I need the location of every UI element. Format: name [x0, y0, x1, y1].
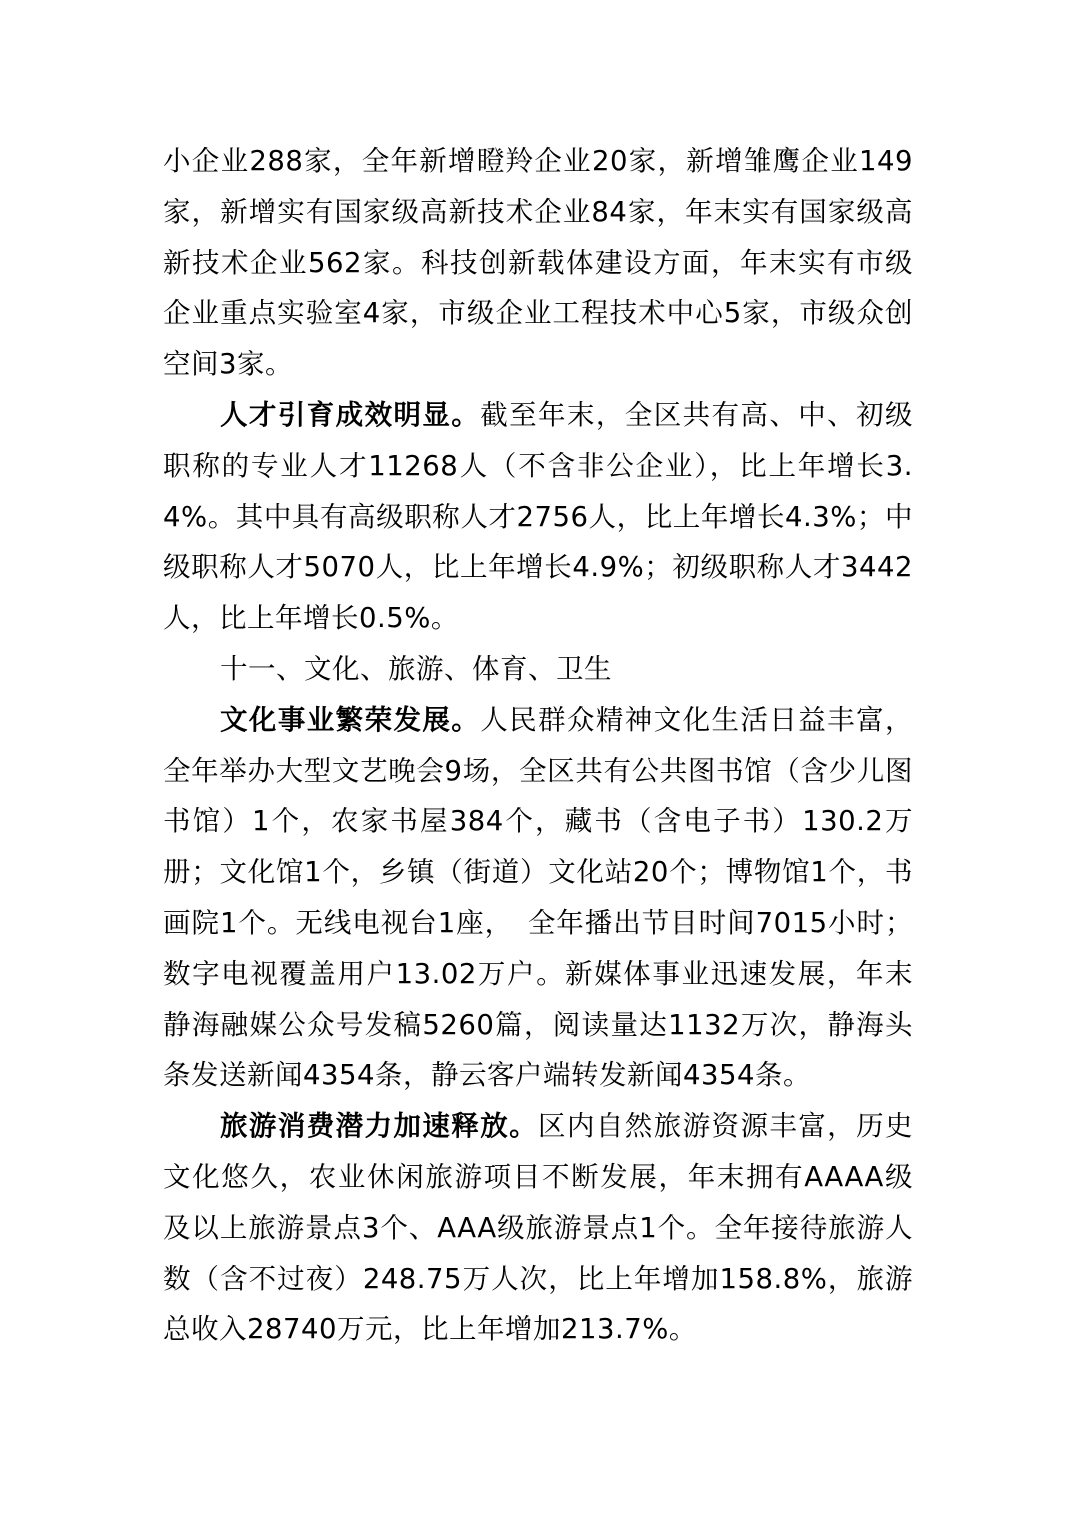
- paragraph-text: 小企业288家，全年新增瞪羚企业20家，新增雏鹰企业149家，新增实有国家级高新技术企业84家，年末实有国家级高新技术企业562家。科技创新载体建设方面，年末实有市级企业重点实验室4家，市级企业工程技术中心5家，市级众创空间3家。: [163, 145, 913, 381]
- paragraph-tourism: [163, 1101, 913, 1355]
- document-page: [163, 136, 913, 1355]
- paragraph-culture: [163, 695, 913, 1101]
- paragraph-tech-enterprises: [163, 136, 913, 390]
- paragraph-text: 截至年末，全区共有高、中、初级职称的专业人才11268人（不含非公企业），比上年增长3.4%。其中具有高级职称人才2756人，比上年增长4.3%；中级职称人才5070人，比上年增长4.9%；初级职称人才3442人，比上年增长0.5%。: [163, 398, 913, 635]
- paragraph-text: 区内自然旅游资源丰富，历史文化悠久，农业休闲旅游项目不断发展，年末拥有AAAA级及以上旅游景点3个、AAA级旅游景点1个。全年接待旅游人数（含不过夜）248.75万人次，比上年增加158.8%，旅游总收入28740万元，比上年增加213.7%。: [163, 1110, 914, 1346]
- paragraph-lead: 人才引育成效明显。: [220, 398, 481, 431]
- paragraph-text: 人民群众精神文化生活日益丰富，全年举办大型文艺晚会9场，全区共有公共图书馆（含少儿图书馆）1个，农家书屋384个，藏书（含电子书）130.2万册；文化馆1个，乡镇（街道）文化站20个；博物馆1个，书画院1个。无线电视台1座， 全年播出节目时间7015小时；数字电视覆盖用户13.02万户。新媒体事业迅速发展，年末静海融媒公众号发稿5260篇，阅读量达1132万次，静海头条发送新闻4354条，静云客户端转发新闻4354条。: [163, 703, 913, 1092]
- paragraph-talent: [163, 390, 913, 644]
- paragraph-lead: 旅游消费潜力加速释放。: [220, 1110, 539, 1143]
- section-heading: 十一、文化、旅游、体育、卫生: [220, 652, 612, 685]
- paragraph-lead: 文化事业繁荣发展。: [220, 703, 481, 736]
